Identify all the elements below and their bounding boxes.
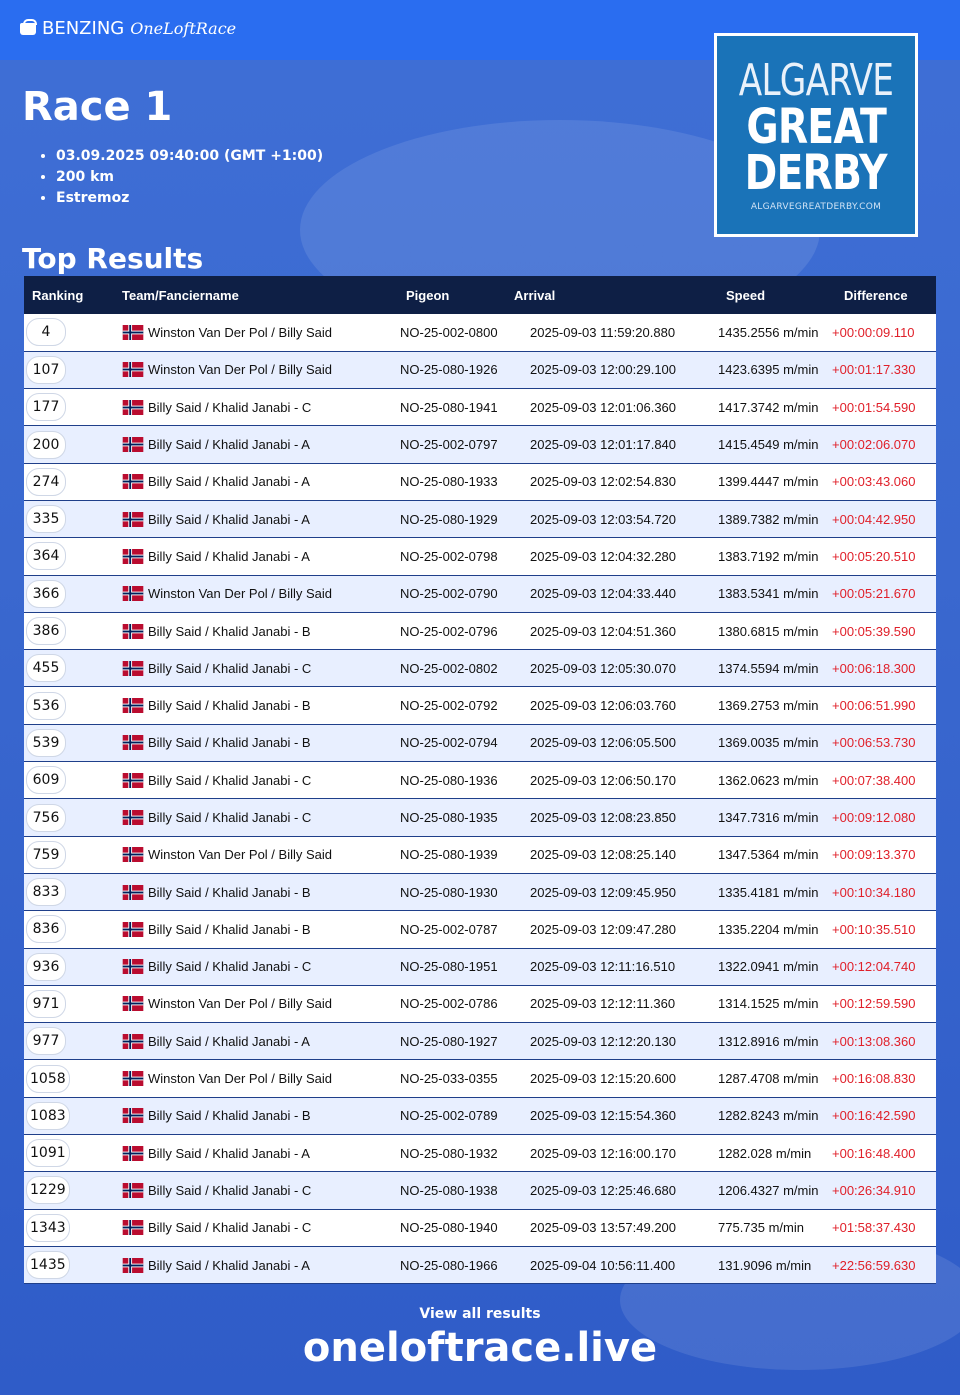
table-row[interactable] (24, 762, 936, 799)
rank-cell (24, 687, 114, 724)
difference-cell: +00:06:51.990 (832, 698, 916, 714)
team-name: Winston Van Der Pol / Billy Said (148, 996, 332, 1012)
speed-cell: 1287.4708 m/min (718, 1071, 819, 1087)
difference-cell: +00:06:18.300 (832, 660, 916, 676)
rank-cell (24, 575, 114, 612)
speed-cell: 1383.5341 m/min (718, 586, 819, 602)
rank-cell (24, 314, 114, 351)
rank-cell (24, 650, 114, 687)
section-title: Top Results (22, 242, 204, 275)
team-cell (114, 1060, 376, 1097)
table-row[interactable] (24, 1135, 936, 1172)
rank-cell (24, 426, 114, 463)
pigeon-cell: NO-25-002-0802 (400, 660, 498, 676)
pigeon-cell: NO-25-002-0790 (400, 586, 498, 602)
norway-flag-icon (122, 1220, 148, 1235)
pigeon-cell: NO-25-033-0355 (400, 1071, 498, 1087)
rank-cell (24, 948, 114, 985)
team-cell (114, 687, 376, 724)
rank-badge: 833 (26, 878, 66, 906)
table-row[interactable] (24, 314, 936, 351)
speed-cell: 1282.8243 m/min (718, 1108, 819, 1124)
norway-flag-icon (122, 1108, 148, 1123)
rank-badge: 177 (26, 393, 66, 421)
rank-badge: 759 (26, 841, 66, 869)
difference-cell: +00:16:48.400 (832, 1145, 916, 1161)
norway-flag-icon (122, 437, 148, 452)
pigeon-cell: NO-25-080-1930 (400, 884, 498, 900)
arrival-cell: 2025-09-03 12:12:11.360 (530, 996, 676, 1012)
table-row[interactable] (24, 612, 936, 649)
arrival-cell: 2025-09-03 12:15:20.600 (530, 1071, 677, 1087)
arrival-cell: 2025-09-03 12:03:54.720 (530, 511, 677, 527)
table-row[interactable] (24, 650, 936, 687)
team-cell (114, 650, 376, 687)
speed-cell: 1322.0941 m/min (718, 959, 819, 975)
table-row[interactable] (24, 575, 936, 612)
rank-cell (24, 463, 114, 500)
table-row[interactable] (24, 389, 936, 426)
table-row[interactable] (24, 500, 936, 537)
arrival-cell: 2025-09-03 12:15:54.360 (530, 1108, 677, 1124)
rank-badge: 539 (26, 729, 66, 757)
difference-cell: +00:10:34.180 (832, 884, 916, 900)
norway-flag-icon (122, 1071, 148, 1086)
logo-line-1: ALGARVE (738, 55, 894, 106)
table-row[interactable] (24, 948, 936, 985)
table-row[interactable] (24, 538, 936, 575)
difference-cell: +00:16:08.830 (832, 1071, 916, 1087)
team-cell (114, 799, 376, 836)
race-info-list (36, 146, 323, 209)
race-datetime: • 03.09.2025 09:40:00 (GMT +1:00) (56, 146, 323, 167)
difference-cell: +00:09:12.080 (832, 810, 916, 825)
table-header-row (24, 276, 936, 314)
norway-flag-icon (122, 996, 148, 1011)
team-cell (114, 836, 376, 873)
rank-badge: 200 (26, 431, 66, 459)
col-speed: Speed (726, 287, 766, 303)
norway-flag-icon (122, 362, 148, 377)
logo-line-2: GREAT (746, 99, 886, 155)
speed-cell: 1374.5594 m/min (718, 660, 819, 676)
team-name: Billy Said / Khalid Janabi - A (148, 474, 310, 490)
team-cell (114, 1209, 376, 1246)
team-name: Billy Said / Khalid Janabi - A (148, 1033, 310, 1049)
team-cell (114, 351, 376, 388)
speed-cell: 1389.7382 m/min (718, 511, 819, 527)
speed-cell: 131.9096 m/min (718, 1257, 812, 1273)
arrival-cell: 2025-09-03 12:04:51.360 (530, 623, 677, 639)
team-cell (114, 1097, 376, 1134)
team-name: Winston Van Der Pol / Billy Said (148, 1071, 332, 1087)
col-difference: Difference (844, 287, 908, 303)
table-row[interactable] (24, 985, 936, 1022)
pigeon-cell: NO-25-080-1927 (400, 1033, 498, 1049)
rank-cell (24, 873, 114, 910)
table-row[interactable] (24, 1060, 936, 1097)
pigeon-cell: NO-25-080-1933 (400, 474, 498, 490)
arrival-cell: 2025-09-03 12:08:23.850 (530, 810, 677, 825)
rank-badge: 1058 (26, 1065, 70, 1093)
team-cell (114, 724, 376, 761)
pigeon-cell: NO-25-080-1941 (400, 399, 498, 415)
norway-flag-icon (122, 1258, 148, 1273)
pigeon-cell: NO-25-080-1966 (400, 1257, 498, 1273)
arrival-cell: 2025-09-03 12:04:33.440 (530, 586, 677, 602)
event-logo (714, 33, 918, 237)
rank-badge: 977 (26, 1027, 66, 1055)
pigeon-cell: NO-25-002-0786 (400, 996, 498, 1012)
difference-cell: +00:12:59.590 (832, 996, 916, 1012)
speed-cell: 1362.0623 m/min (718, 772, 819, 788)
rank-cell (24, 799, 114, 836)
team-name: Billy Said / Khalid Janabi - B (148, 698, 311, 714)
difference-cell: +00:12:04.740 (832, 959, 916, 975)
norway-flag-icon (122, 922, 148, 937)
rank-badge: 536 (26, 692, 66, 720)
norway-flag-icon (122, 586, 148, 601)
rank-cell (24, 1060, 114, 1097)
speed-cell: 1347.7316 m/min (718, 810, 819, 825)
arrival-cell: 2025-09-03 12:25:46.680 (530, 1182, 677, 1198)
benzing-logo-icon (20, 23, 36, 35)
rank-badge: 364 (26, 542, 66, 570)
table-row[interactable] (24, 836, 936, 873)
rank-cell (24, 538, 114, 575)
table-row[interactable] (24, 911, 936, 948)
rank-badge: 1091 (26, 1139, 70, 1167)
pigeon-cell: NO-25-080-1951 (400, 959, 498, 975)
team-name: Billy Said / Khalid Janabi - C (148, 1220, 312, 1236)
col-pigeon: Pigeon (406, 287, 450, 303)
pigeon-cell: NO-25-002-0787 (400, 921, 498, 937)
team-cell (114, 463, 376, 500)
col-arrival: Arrival (514, 287, 556, 303)
team-name: Billy Said / Khalid Janabi - B (148, 735, 311, 751)
speed-cell: 1417.3742 m/min (718, 399, 819, 415)
brand-name: BENZING (42, 18, 125, 39)
rank-cell (24, 1209, 114, 1246)
speed-cell: 1399.4447 m/min (718, 474, 819, 490)
site-url[interactable]: oneloftrace.live (302, 1325, 658, 1371)
arrival-cell: 2025-09-03 12:04:32.280 (530, 548, 677, 564)
rank-cell (24, 724, 114, 761)
rank-badge: 756 (26, 804, 66, 832)
rank-badge: 1435 (26, 1251, 70, 1279)
team-cell (114, 1135, 376, 1172)
difference-cell: +00:01:17.330 (832, 362, 916, 378)
norway-flag-icon (122, 1034, 148, 1049)
difference-cell: +00:16:42.590 (832, 1108, 916, 1124)
arrival-cell: 2025-09-03 12:11:16.510 (530, 959, 676, 975)
team-cell (114, 1246, 376, 1283)
rank-badge: 455 (26, 654, 66, 682)
team-name: Winston Van Der Pol / Billy Said (148, 847, 332, 863)
team-name: Billy Said / Khalid Janabi - B (148, 884, 311, 900)
team-name: Billy Said / Khalid Janabi - A (148, 1145, 310, 1161)
race-distance: • 200 km (56, 167, 323, 188)
team-name: Billy Said / Khalid Janabi - B (148, 921, 311, 937)
table-row[interactable] (24, 351, 936, 388)
pigeon-cell: NO-25-002-0800 (400, 324, 498, 340)
arrival-cell: 2025-09-03 12:12:20.130 (530, 1033, 677, 1049)
speed-cell: 775.735 m/min (718, 1220, 804, 1236)
team-name: Billy Said / Khalid Janabi - C (148, 810, 312, 825)
speed-cell: 1335.2204 m/min (718, 921, 819, 937)
rank-cell (24, 1172, 114, 1209)
pigeon-cell: NO-25-002-0794 (400, 735, 498, 751)
table-row[interactable] (24, 1097, 936, 1134)
speed-cell: 1314.1525 m/min (718, 996, 819, 1012)
rank-badge: 1343 (26, 1214, 70, 1242)
pigeon-cell: NO-25-002-0789 (400, 1108, 498, 1124)
difference-cell: +00:09:13.370 (832, 847, 916, 863)
norway-flag-icon (122, 624, 148, 639)
rank-badge: 366 (26, 580, 66, 608)
pigeon-cell: NO-25-080-1932 (400, 1145, 498, 1161)
norway-flag-icon (122, 549, 148, 564)
speed-cell: 1335.4181 m/min (718, 884, 819, 900)
norway-flag-icon (122, 885, 148, 900)
table-row[interactable] (24, 426, 936, 463)
arrival-cell: 2025-09-03 13:57:49.200 (530, 1220, 677, 1236)
difference-cell: +00:01:54.590 (832, 399, 916, 415)
arrival-cell: 2025-09-03 12:05:30.070 (530, 660, 677, 676)
difference-cell: +00:10:35.510 (832, 921, 916, 937)
difference-cell: +00:05:39.590 (832, 623, 916, 639)
difference-cell: +00:05:20.510 (832, 548, 916, 564)
norway-flag-icon (122, 325, 148, 340)
team-cell (114, 985, 376, 1022)
logo-url: ALGARVEGREATDERBY.COM (750, 202, 882, 212)
rank-badge: 936 (26, 953, 66, 981)
rank-cell (24, 985, 114, 1022)
rank-cell (24, 1023, 114, 1060)
rank-cell (24, 500, 114, 537)
rank-badge: 836 (26, 915, 66, 943)
difference-cell: +00:26:34.910 (832, 1182, 916, 1198)
table-row[interactable] (24, 799, 936, 836)
arrival-cell: 2025-09-04 10:56:11.400 (530, 1257, 676, 1273)
team-cell (114, 500, 376, 537)
col-team: Team/Fanciername (122, 287, 239, 303)
team-cell (114, 948, 376, 985)
arrival-cell: 2025-09-03 12:08:25.140 (530, 847, 677, 863)
team-cell (114, 1172, 376, 1209)
team-cell (114, 762, 376, 799)
table-row[interactable] (24, 1172, 936, 1209)
team-name: Winston Van Der Pol / Billy Said (148, 362, 332, 378)
team-cell (114, 314, 376, 351)
arrival-cell: 2025-09-03 12:06:50.170 (530, 772, 677, 788)
table-row[interactable] (24, 687, 936, 724)
view-all-results-link[interactable]: View all results (419, 1306, 541, 1322)
speed-cell: 1369.2753 m/min (718, 698, 819, 714)
norway-flag-icon (122, 1146, 148, 1161)
team-name: Winston Van Der Pol / Billy Said (148, 324, 332, 340)
arrival-cell: 2025-09-03 12:02:54.830 (530, 474, 677, 490)
table-row[interactable] (24, 1209, 936, 1246)
table-row[interactable] (24, 1246, 936, 1283)
team-cell (114, 873, 376, 910)
table-row[interactable] (24, 724, 936, 761)
table-row[interactable] (24, 1023, 936, 1060)
team-name: Billy Said / Khalid Janabi - C (148, 1182, 312, 1198)
arrival-cell: 2025-09-03 12:09:45.950 (530, 884, 677, 900)
table-row[interactable] (24, 873, 936, 910)
rank-badge: 1083 (26, 1102, 70, 1130)
difference-cell: +00:04:42.950 (832, 511, 916, 527)
team-name: Billy Said / Khalid Janabi - A (148, 437, 310, 453)
table-row[interactable] (24, 463, 936, 500)
difference-cell: +01:58:37.430 (832, 1220, 916, 1236)
norway-flag-icon (122, 661, 148, 676)
arrival-cell: 2025-09-03 12:01:17.840 (530, 437, 677, 453)
arrival-cell: 2025-09-03 11:59:20.880 (530, 324, 676, 340)
difference-cell: +22:56:59.630 (832, 1257, 916, 1273)
pigeon-cell: NO-25-080-1926 (400, 362, 498, 378)
pigeon-cell: NO-25-080-1929 (400, 511, 498, 527)
pigeon-cell: NO-25-002-0796 (400, 623, 498, 639)
results-table (24, 276, 936, 1284)
arrival-cell: 2025-09-03 12:01:06.360 (530, 399, 677, 415)
rank-badge: 609 (26, 766, 66, 794)
logo-line-3: DERBY (744, 145, 888, 201)
rank-badge: 386 (26, 617, 66, 645)
pigeon-cell: NO-25-002-0792 (400, 698, 498, 714)
speed-cell: 1312.8916 m/min (718, 1033, 819, 1049)
race-location: • Estremoz (56, 188, 323, 209)
norway-flag-icon (122, 512, 148, 527)
arrival-cell: 2025-09-03 12:00:29.100 (530, 362, 677, 378)
race-title: Race 1 (22, 84, 173, 130)
rank-cell (24, 351, 114, 388)
norway-flag-icon (122, 773, 148, 788)
speed-cell: 1347.5364 m/min (718, 847, 819, 863)
team-name: Billy Said / Khalid Janabi - A (148, 548, 310, 564)
team-name: Billy Said / Khalid Janabi - B (148, 1108, 311, 1124)
brand-script: OneLoftRace (130, 19, 237, 38)
arrival-cell: 2025-09-03 12:06:05.500 (530, 735, 677, 751)
rank-badge: 274 (26, 468, 66, 496)
team-cell (114, 612, 376, 649)
norway-flag-icon (122, 959, 148, 974)
rank-cell (24, 836, 114, 873)
difference-cell: +00:06:53.730 (832, 735, 916, 751)
rank-cell (24, 1135, 114, 1172)
rank-cell (24, 1097, 114, 1134)
difference-cell: +00:02:06.070 (832, 437, 916, 453)
rank-badge: 971 (26, 990, 66, 1018)
team-cell (114, 1023, 376, 1060)
rank-cell (24, 1246, 114, 1283)
norway-flag-icon (122, 698, 148, 713)
pigeon-cell: NO-25-080-1940 (400, 1220, 498, 1236)
speed-cell: 1415.4549 m/min (718, 437, 819, 453)
team-name: Billy Said / Khalid Janabi - C (148, 399, 312, 415)
team-cell (114, 389, 376, 426)
pigeon-cell: NO-25-080-1936 (400, 772, 498, 788)
speed-cell: 1383.7192 m/min (718, 548, 819, 564)
brand[interactable] (20, 18, 236, 39)
difference-cell: +00:00:09.110 (832, 324, 915, 340)
team-name: Billy Said / Khalid Janabi - A (148, 1257, 310, 1273)
pigeon-cell: NO-25-080-1939 (400, 847, 498, 863)
team-cell (114, 538, 376, 575)
difference-cell: +00:13:08.360 (832, 1033, 916, 1049)
rank-badge: 335 (26, 505, 66, 533)
norway-flag-icon (122, 810, 148, 825)
norway-flag-icon (122, 1183, 148, 1198)
arrival-cell: 2025-09-03 12:06:03.760 (530, 698, 677, 714)
rank-cell (24, 762, 114, 799)
speed-cell: 1282.028 m/min (718, 1145, 812, 1161)
rank-cell (24, 612, 114, 649)
rank-badge: 107 (26, 356, 66, 384)
norway-flag-icon (122, 735, 148, 750)
pigeon-cell: NO-25-002-0797 (400, 437, 498, 453)
pigeon-cell: NO-25-002-0798 (400, 548, 498, 564)
rank-cell (24, 389, 114, 426)
team-name: Billy Said / Khalid Janabi - C (148, 959, 312, 975)
difference-cell: +00:03:43.060 (832, 474, 916, 490)
norway-flag-icon (122, 474, 148, 489)
team-cell (114, 911, 376, 948)
difference-cell: +00:07:38.400 (832, 772, 916, 788)
speed-cell: 1435.2556 m/min (718, 324, 819, 340)
team-name: Billy Said / Khalid Janabi - A (148, 511, 310, 527)
team-name: Billy Said / Khalid Janabi - B (148, 623, 311, 639)
rank-cell (24, 911, 114, 948)
team-cell (114, 575, 376, 612)
speed-cell: 1206.4327 m/min (718, 1182, 819, 1198)
speed-cell: 1369.0035 m/min (718, 735, 819, 751)
arrival-cell: 2025-09-03 12:16:00.170 (530, 1145, 677, 1161)
arrival-cell: 2025-09-03 12:09:47.280 (530, 921, 677, 937)
pigeon-cell: NO-25-080-1935 (400, 810, 498, 825)
team-cell (114, 426, 376, 463)
norway-flag-icon (122, 847, 148, 862)
norway-flag-icon (122, 400, 148, 415)
team-name: Winston Van Der Pol / Billy Said (148, 586, 332, 602)
team-name: Billy Said / Khalid Janabi - C (148, 772, 312, 788)
rank-badge: 1229 (26, 1176, 70, 1204)
rank-badge: 4 (26, 318, 66, 346)
speed-cell: 1423.6395 m/min (718, 362, 819, 378)
col-ranking: Ranking (32, 287, 84, 303)
speed-cell: 1380.6815 m/min (718, 623, 819, 639)
team-name: Billy Said / Khalid Janabi - C (148, 660, 312, 676)
difference-cell: +00:05:21.670 (832, 586, 916, 602)
pigeon-cell: NO-25-080-1938 (400, 1182, 498, 1198)
